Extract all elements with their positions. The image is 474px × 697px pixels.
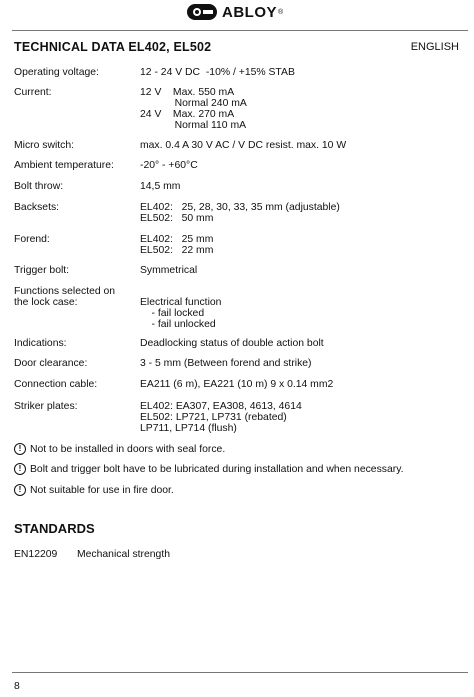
spec-label: Functions selected on the lock case:: [14, 286, 116, 308]
spec-label: Ambient temperature:: [14, 160, 114, 171]
note-fire-door: [14, 484, 174, 496]
document-title: TECHNICAL DATA EL402, EL502: [14, 40, 212, 54]
spec-value: EL402: 25, 28, 30, 33, 35 mm (adjustable) EL502: 50 mm: [140, 202, 340, 224]
note-lubrication: [14, 463, 404, 475]
spec-label: Connection cable:: [14, 379, 98, 390]
spec-value: 12 V Max. 550 mA Normal 240 mA 24 V Max. 270 mA Normal 110 mA: [140, 87, 247, 131]
spec-value: 14,5 mm: [140, 181, 181, 192]
spec-value: EA211 (6 m), EA221 (10 m) 9 x 0.14 mm2: [140, 379, 334, 390]
spec-value: EL402: 25 mm EL502: 22 mm: [140, 234, 214, 256]
header-divider: [12, 30, 468, 31]
spec-label: Current:: [14, 87, 52, 98]
spec-label: Trigger bolt:: [14, 265, 70, 276]
spec-label: Striker plates:: [14, 401, 78, 412]
footer-divider: [12, 672, 468, 673]
spec-label: Bolt throw:: [14, 181, 64, 192]
spec-value: max. 0.4 A 30 V AC / V DC resist. max. 10 W: [140, 140, 347, 151]
note-text: Bolt and trigger bolt have to be lubricated during installation and when necessary.: [30, 463, 404, 475]
spec-value: Electrical function - fail locked - fail unlocked: [140, 297, 222, 330]
spec-value: Symmetrical: [140, 265, 198, 276]
page-number: 8: [14, 681, 20, 692]
standards-heading: STANDARDS: [14, 521, 95, 536]
spec-label: Micro switch:: [14, 140, 75, 151]
warning-icon: !: [14, 463, 26, 475]
spec-value: 3 - 5 mm (Between forend and strike): [140, 358, 312, 369]
standard-code: EN12209: [14, 549, 58, 560]
spec-value: Deadlocking status of double action bolt: [140, 338, 324, 349]
note-text: Not to be installed in doors with seal force.: [30, 443, 226, 455]
spec-label: Indications:: [14, 338, 67, 349]
spec-value: -20° - +60°C: [140, 160, 198, 171]
key-icon: [187, 4, 217, 20]
standard-description: Mechanical strength: [77, 549, 170, 560]
abloy-logo: [187, 2, 283, 22]
language-label: ENGLISH: [410, 41, 459, 53]
warning-icon: !: [14, 443, 26, 455]
spec-value: EL402: EA307, EA308, 4613, 4614 EL502: LP721, LP731 (rebated) LP711, LP714 (flush): [140, 401, 302, 434]
note-seal-force: [14, 443, 225, 455]
spec-label: Operating voltage:: [14, 67, 99, 78]
spec-value: 12 - 24 V DC -10% / +15% STAB: [140, 67, 295, 78]
note-text: Not suitable for use in fire door.: [30, 484, 174, 496]
brand-name: ABLOY: [222, 3, 277, 21]
registered-mark: ®: [278, 8, 284, 16]
spec-label: Backsets:: [14, 202, 60, 213]
spec-label: Forend:: [14, 234, 50, 245]
spec-label: Door clearance:: [14, 358, 88, 369]
warning-icon: !: [14, 484, 26, 496]
